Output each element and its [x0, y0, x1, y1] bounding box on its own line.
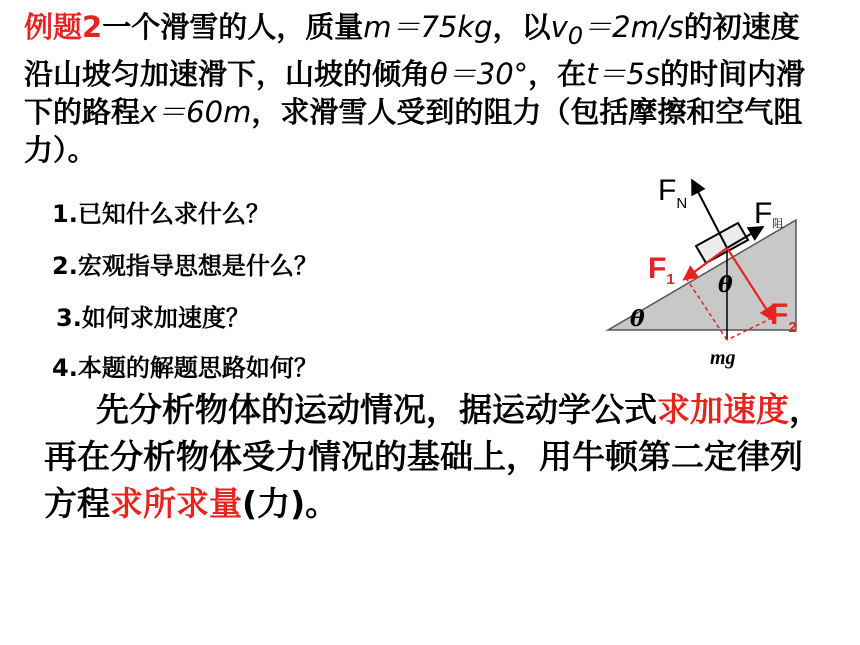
- question-2: 2.宏观指导思想是什么？: [52, 252, 318, 280]
- solution-paragraph: 先分析物体的运动情况，据运动学公式求加速度，再在分析物体受力情况的基础上，用牛顿第二定律列方程求所求量(力)。: [44, 390, 822, 523]
- question-3: 3.如何求加速度？: [56, 304, 250, 332]
- fz-label: F阻: [754, 197, 784, 230]
- question-1: 1.已知什么求什么？: [52, 200, 270, 228]
- mg-label: mg: [710, 347, 736, 369]
- problem-statement: 例题2一个滑雪的人，质量m＝75kg，以$v_0=2m/s$的初速度沿山坡匀加速滑下，山坡的倾角θ＝30°，在t＝5s的时间内滑下的路程x＝60m，求滑雪人受到的阻力（包括摩擦和空气阻力）。: [24, 10, 806, 167]
- force-diagram: [600, 168, 820, 373]
- theta-angle-label: θ: [630, 306, 645, 332]
- f1-label: $F_1$: [648, 252, 675, 288]
- fn-label: $F_N$: [658, 174, 688, 212]
- question-4: 4.本题的解题思路如何？: [52, 354, 318, 382]
- theta-body-label: θ: [718, 272, 733, 298]
- f2-label: $F_2$: [770, 298, 797, 336]
- example-tag: 例题2: [24, 10, 103, 44]
